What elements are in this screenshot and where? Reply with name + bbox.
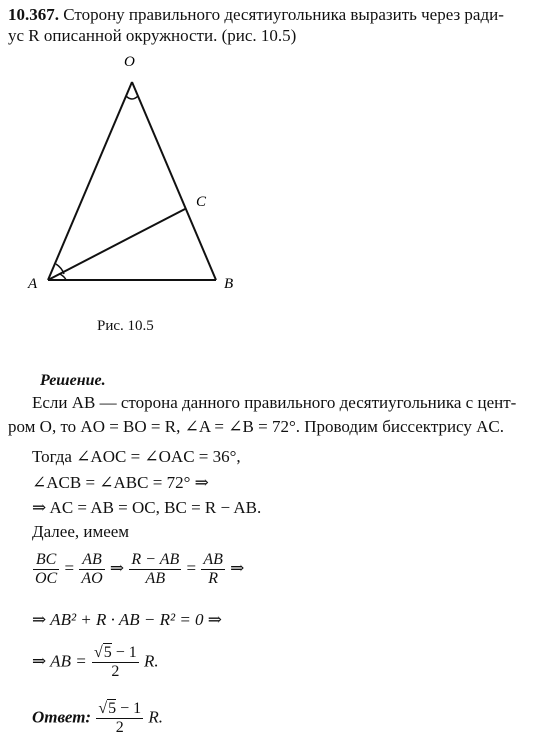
bisector-ac bbox=[48, 209, 185, 280]
solution-line-1: Если AB — сторона данного правильного десятиугольника с цент- bbox=[32, 393, 517, 412]
fraction-bc-oc: $\frac{BC}{OC}$ bbox=[35, 551, 58, 587]
problem-text-line2: ус R описанной окружности. (рис. 10.5) bbox=[8, 26, 297, 45]
angle-arc-a bbox=[56, 264, 64, 274]
label-c: C bbox=[196, 194, 207, 210]
answer-label: Ответ: bbox=[32, 707, 92, 727]
answer: Ответ: $\frac{√5 - 1}{2}$ R. bbox=[32, 700, 164, 736]
label-b: B bbox=[224, 276, 234, 292]
equation-quadratic: ⇒ AB² + R · AB − R² = 0 ⇒ bbox=[32, 610, 223, 629]
solution-heading: Решение. bbox=[40, 372, 106, 389]
fraction-ab-ao: $\frac{AB}{AO}$ bbox=[81, 551, 103, 587]
problem-statement bbox=[8, 4, 504, 46]
solution-line-5: ⇒ AC = AB = OC, BC = R − AB. bbox=[32, 498, 262, 517]
solution-line-4: ∠ACB = ∠ABC = 72° ⇒ bbox=[32, 473, 209, 492]
side-oa bbox=[48, 82, 132, 280]
fraction-r-minus-ab: $\frac{R - AB}{AB}$ bbox=[131, 551, 180, 587]
label-o: O bbox=[124, 54, 135, 70]
problem-text-line1: Сторону правильного десятиугольника выразить через ради- bbox=[63, 5, 504, 24]
solution-line-6: Далее, имеем bbox=[32, 522, 130, 541]
figure-caption: Рис. 10.5 bbox=[97, 318, 154, 334]
solution-line-2: ром O, то AO = BO = R, ∠A = ∠B = 72°. Проводим биссектрису AC. bbox=[8, 417, 504, 436]
equation-proportion: $\frac{BC}{OC}$ = $\frac{AB}{AO}$ ⇒ $\frac{R - AB}{AB}$ = $\frac{AB}{R}$ ⇒ bbox=[35, 551, 245, 587]
answer-fraction: $\frac{√5 - 1}{2}$ bbox=[98, 700, 142, 736]
problem-number: 10.367. bbox=[8, 5, 59, 24]
solution-line-3: Тогда ∠AOC = ∠OAC = 36°, bbox=[32, 447, 241, 466]
fraction-ab-r: $\frac{AB}{R}$ bbox=[203, 551, 223, 587]
angle-arc-o bbox=[126, 96, 138, 99]
side-ob bbox=[132, 82, 216, 280]
triangle-figure bbox=[20, 52, 240, 302]
equation-result: ⇒ AB = $\frac{√5 - 1}{2}$ R. bbox=[32, 644, 159, 680]
fraction-sqrt5-minus-1: $\frac{√5 - 1}{2}$ bbox=[93, 644, 137, 680]
label-a: A bbox=[28, 276, 38, 292]
